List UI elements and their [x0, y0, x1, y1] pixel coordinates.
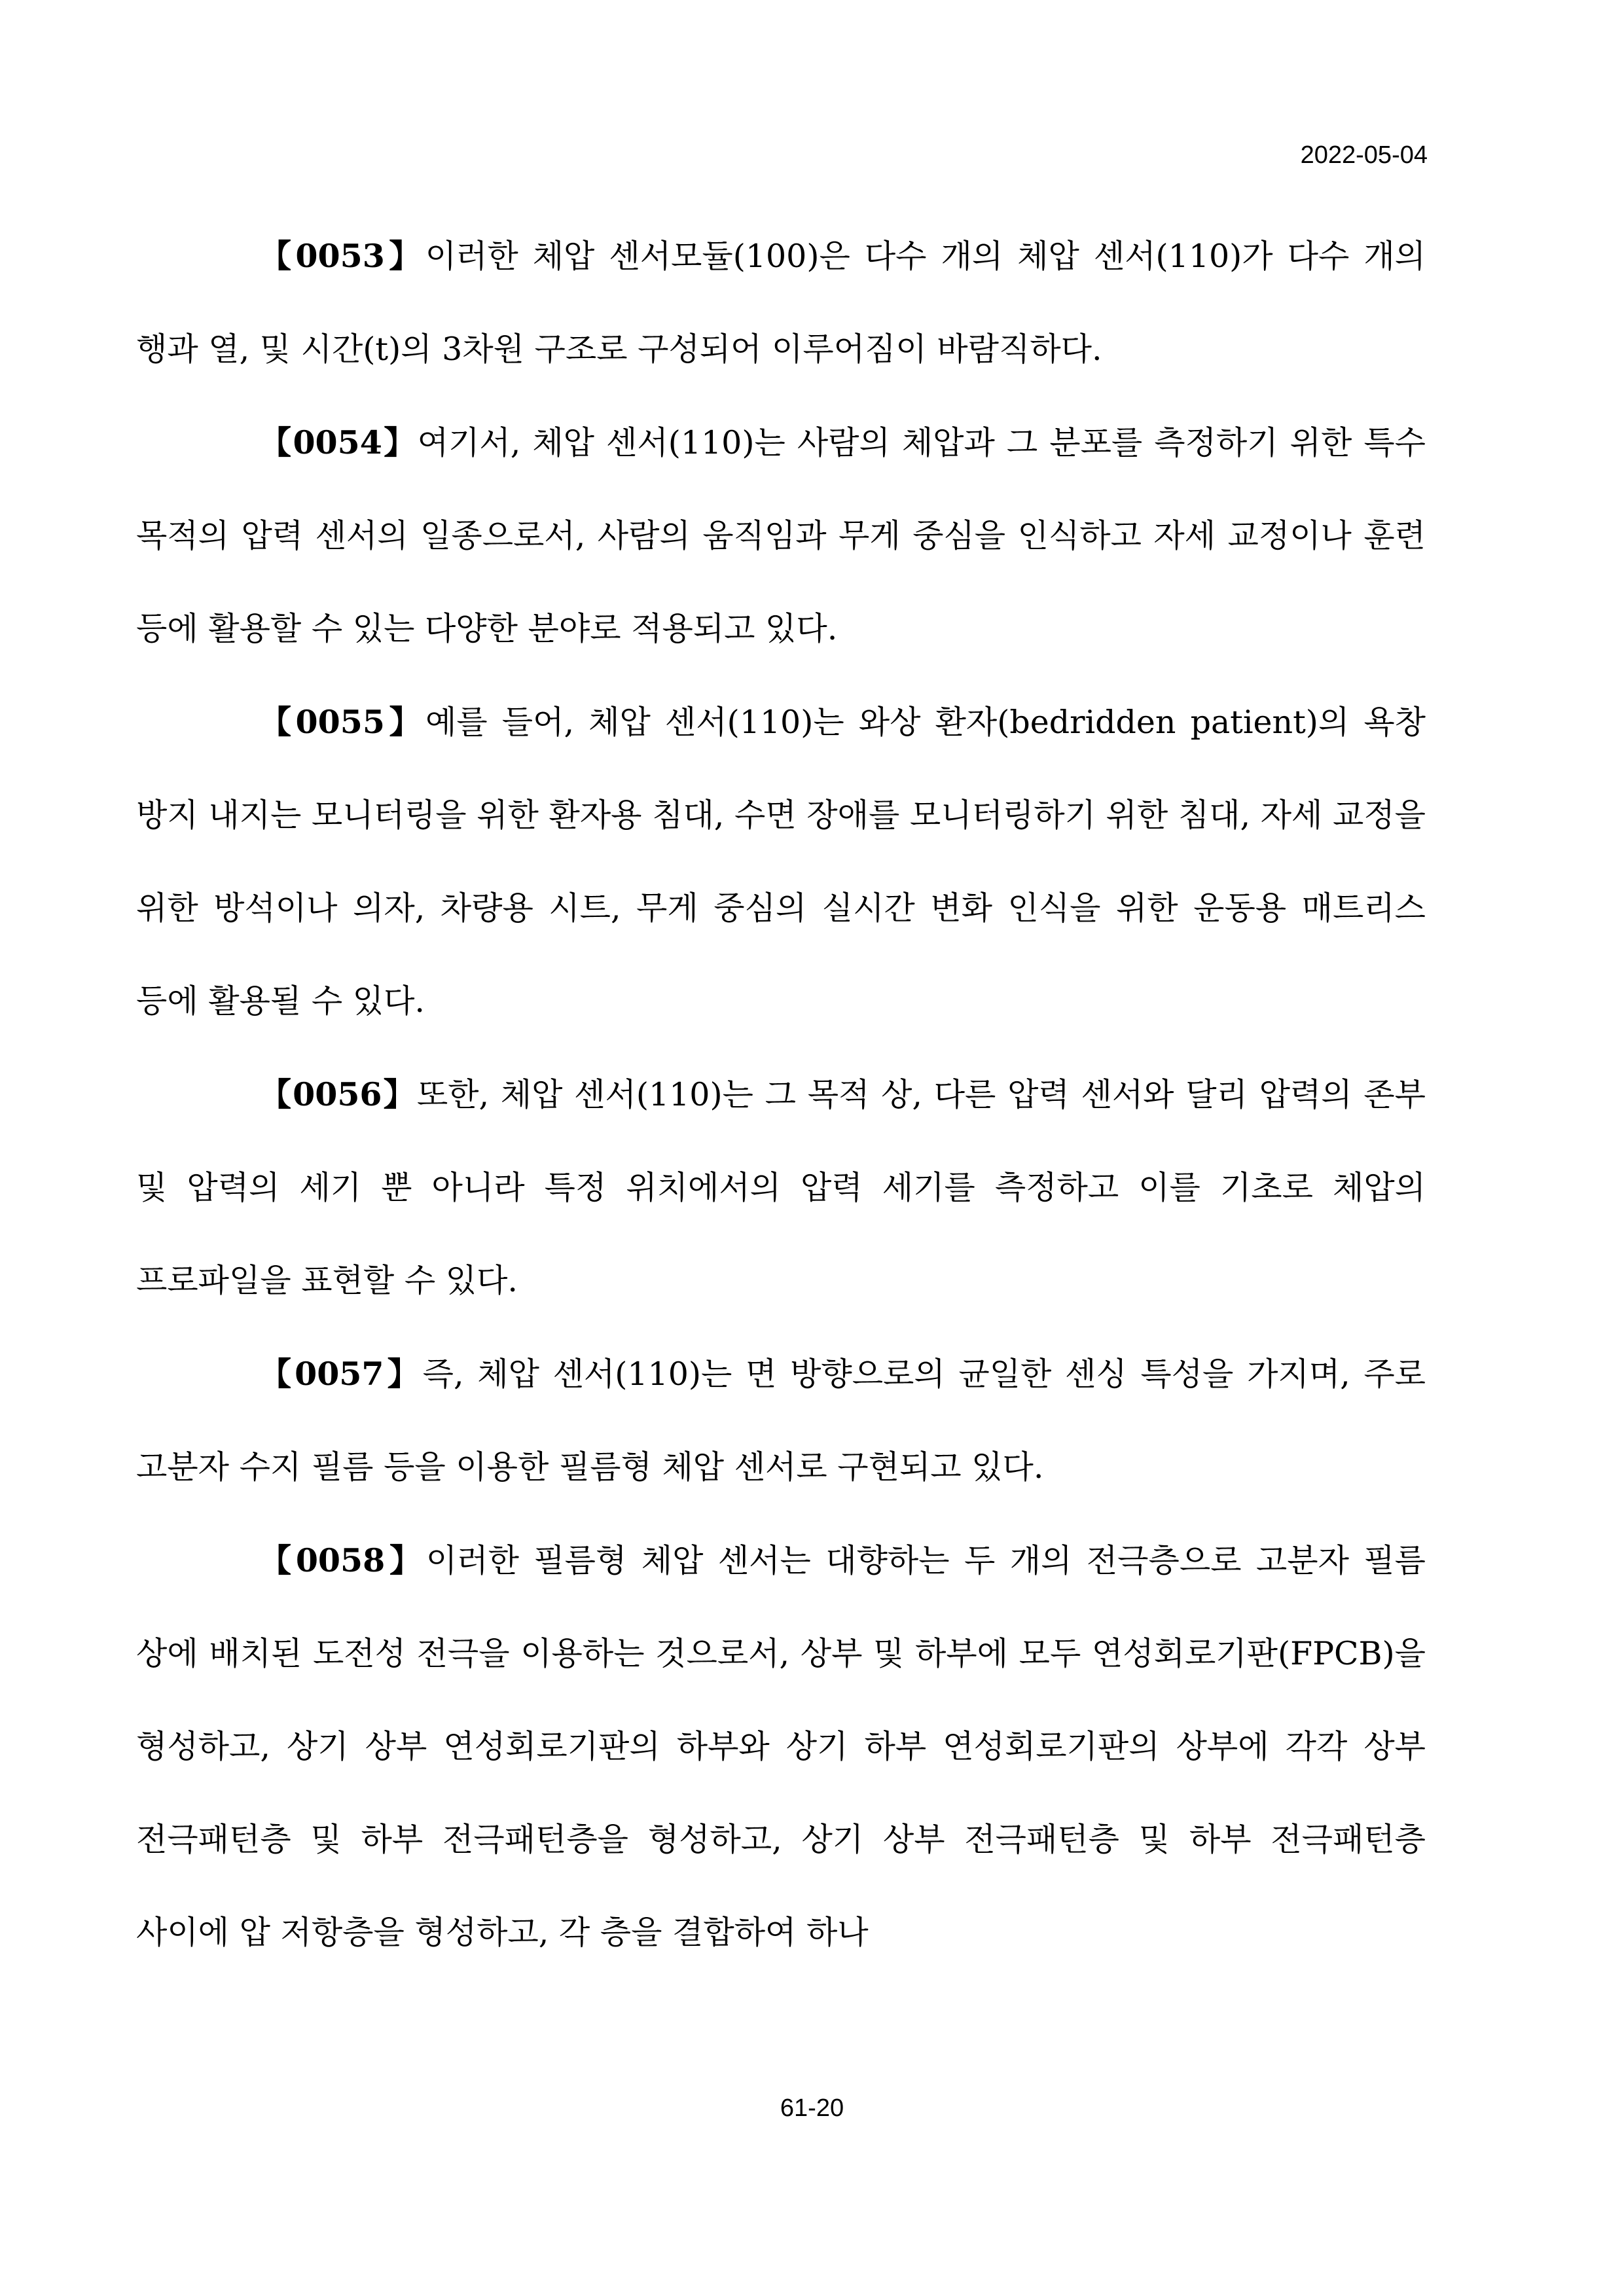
document-body	[136, 209, 1426, 1979]
paragraph-text: 또한, 체압 센서(110)는 그 목적 상, 다른 압력 센서와 달리 압력의 존부 및 압력의 세기 뿐 아니라 특정 위치에서의 압력 세기를 측정하고 이를 기초로 체압의 프로파일을 표현할 수 있다.	[136, 1076, 1426, 1299]
paragraph-0058	[136, 1514, 1426, 1979]
paragraph-text: 이러한 필름형 체압 센서는 대향하는 두 개의 전극층으로 고분자 필름 상에 배치된 도전성 전극을 이용하는 것으로서, 상부 및 하부에 모두 연성회로기판(FPCB)을 형성하고, 상기 상부 연성회로기판의 하부와 상기 하부 연성회로기판의 상부에 각각 상부 전극패턴층 및 하부 전극패턴층을 형성하고, 상기 상부 전극패턴층 및 하부 전극패턴층 사이에 압 저항층을 형성하고, 각 층을 결합하여 하나	[136, 1542, 1426, 1951]
page-number: 61-20	[780, 2094, 844, 2122]
paragraph-0057	[136, 1327, 1426, 1514]
paragraph-0055	[136, 675, 1426, 1048]
paragraph-number: 【0053】	[259, 237, 425, 275]
paragraph-0053	[136, 209, 1426, 396]
document-date: 2022-05-04	[1300, 141, 1428, 169]
paragraph-text: 이러한 체압 센서모듈(100)은 다수 개의 체압 센서(110)가 다수 개의 행과 열, 및 시간(t)의 3차원 구조로 구성되어 이루어짐이 바람직하다.	[136, 238, 1426, 368]
paragraph-number: 【0058】	[259, 1541, 426, 1579]
paragraph-number: 【0056】	[259, 1075, 417, 1113]
paragraph-number: 【0055】	[259, 703, 425, 741]
paragraph-0056	[136, 1048, 1426, 1327]
paragraph-0054	[136, 396, 1426, 675]
paragraph-text: 여기서, 체압 센서(110)는 사람의 체압과 그 분포를 측정하기 위한 특수 목적의 압력 센서의 일종으로서, 사람의 움직임과 무게 중심을 인식하고 자세 교정이나 훈련 등에 활용할 수 있는 다양한 분야로 적용되고 있다.	[136, 424, 1426, 647]
paragraph-number: 【0054】	[259, 423, 418, 461]
paragraph-text: 즉, 체압 센서(110)는 면 방향으로의 균일한 센싱 특성을 가지며, 주로 고분자 수지 필름 등을 이용한 필름형 체압 센서로 구현되고 있다.	[136, 1355, 1426, 1486]
paragraph-text: 예를 들어, 체압 센서(110)는 와상 환자(bedridden patient)의 욕창 방지 내지는 모니터링을 위한 환자용 침대, 수면 장애를 모니터링하기 위한 침대, 자세 교정을 위한 방석이나 의자, 차량용 시트, 무게 중심의 실시간 변화 인식을 위한 운동용 매트리스 등에 활용될 수 있다.	[136, 704, 1426, 1020]
paragraph-number: 【0057】	[259, 1355, 423, 1393]
